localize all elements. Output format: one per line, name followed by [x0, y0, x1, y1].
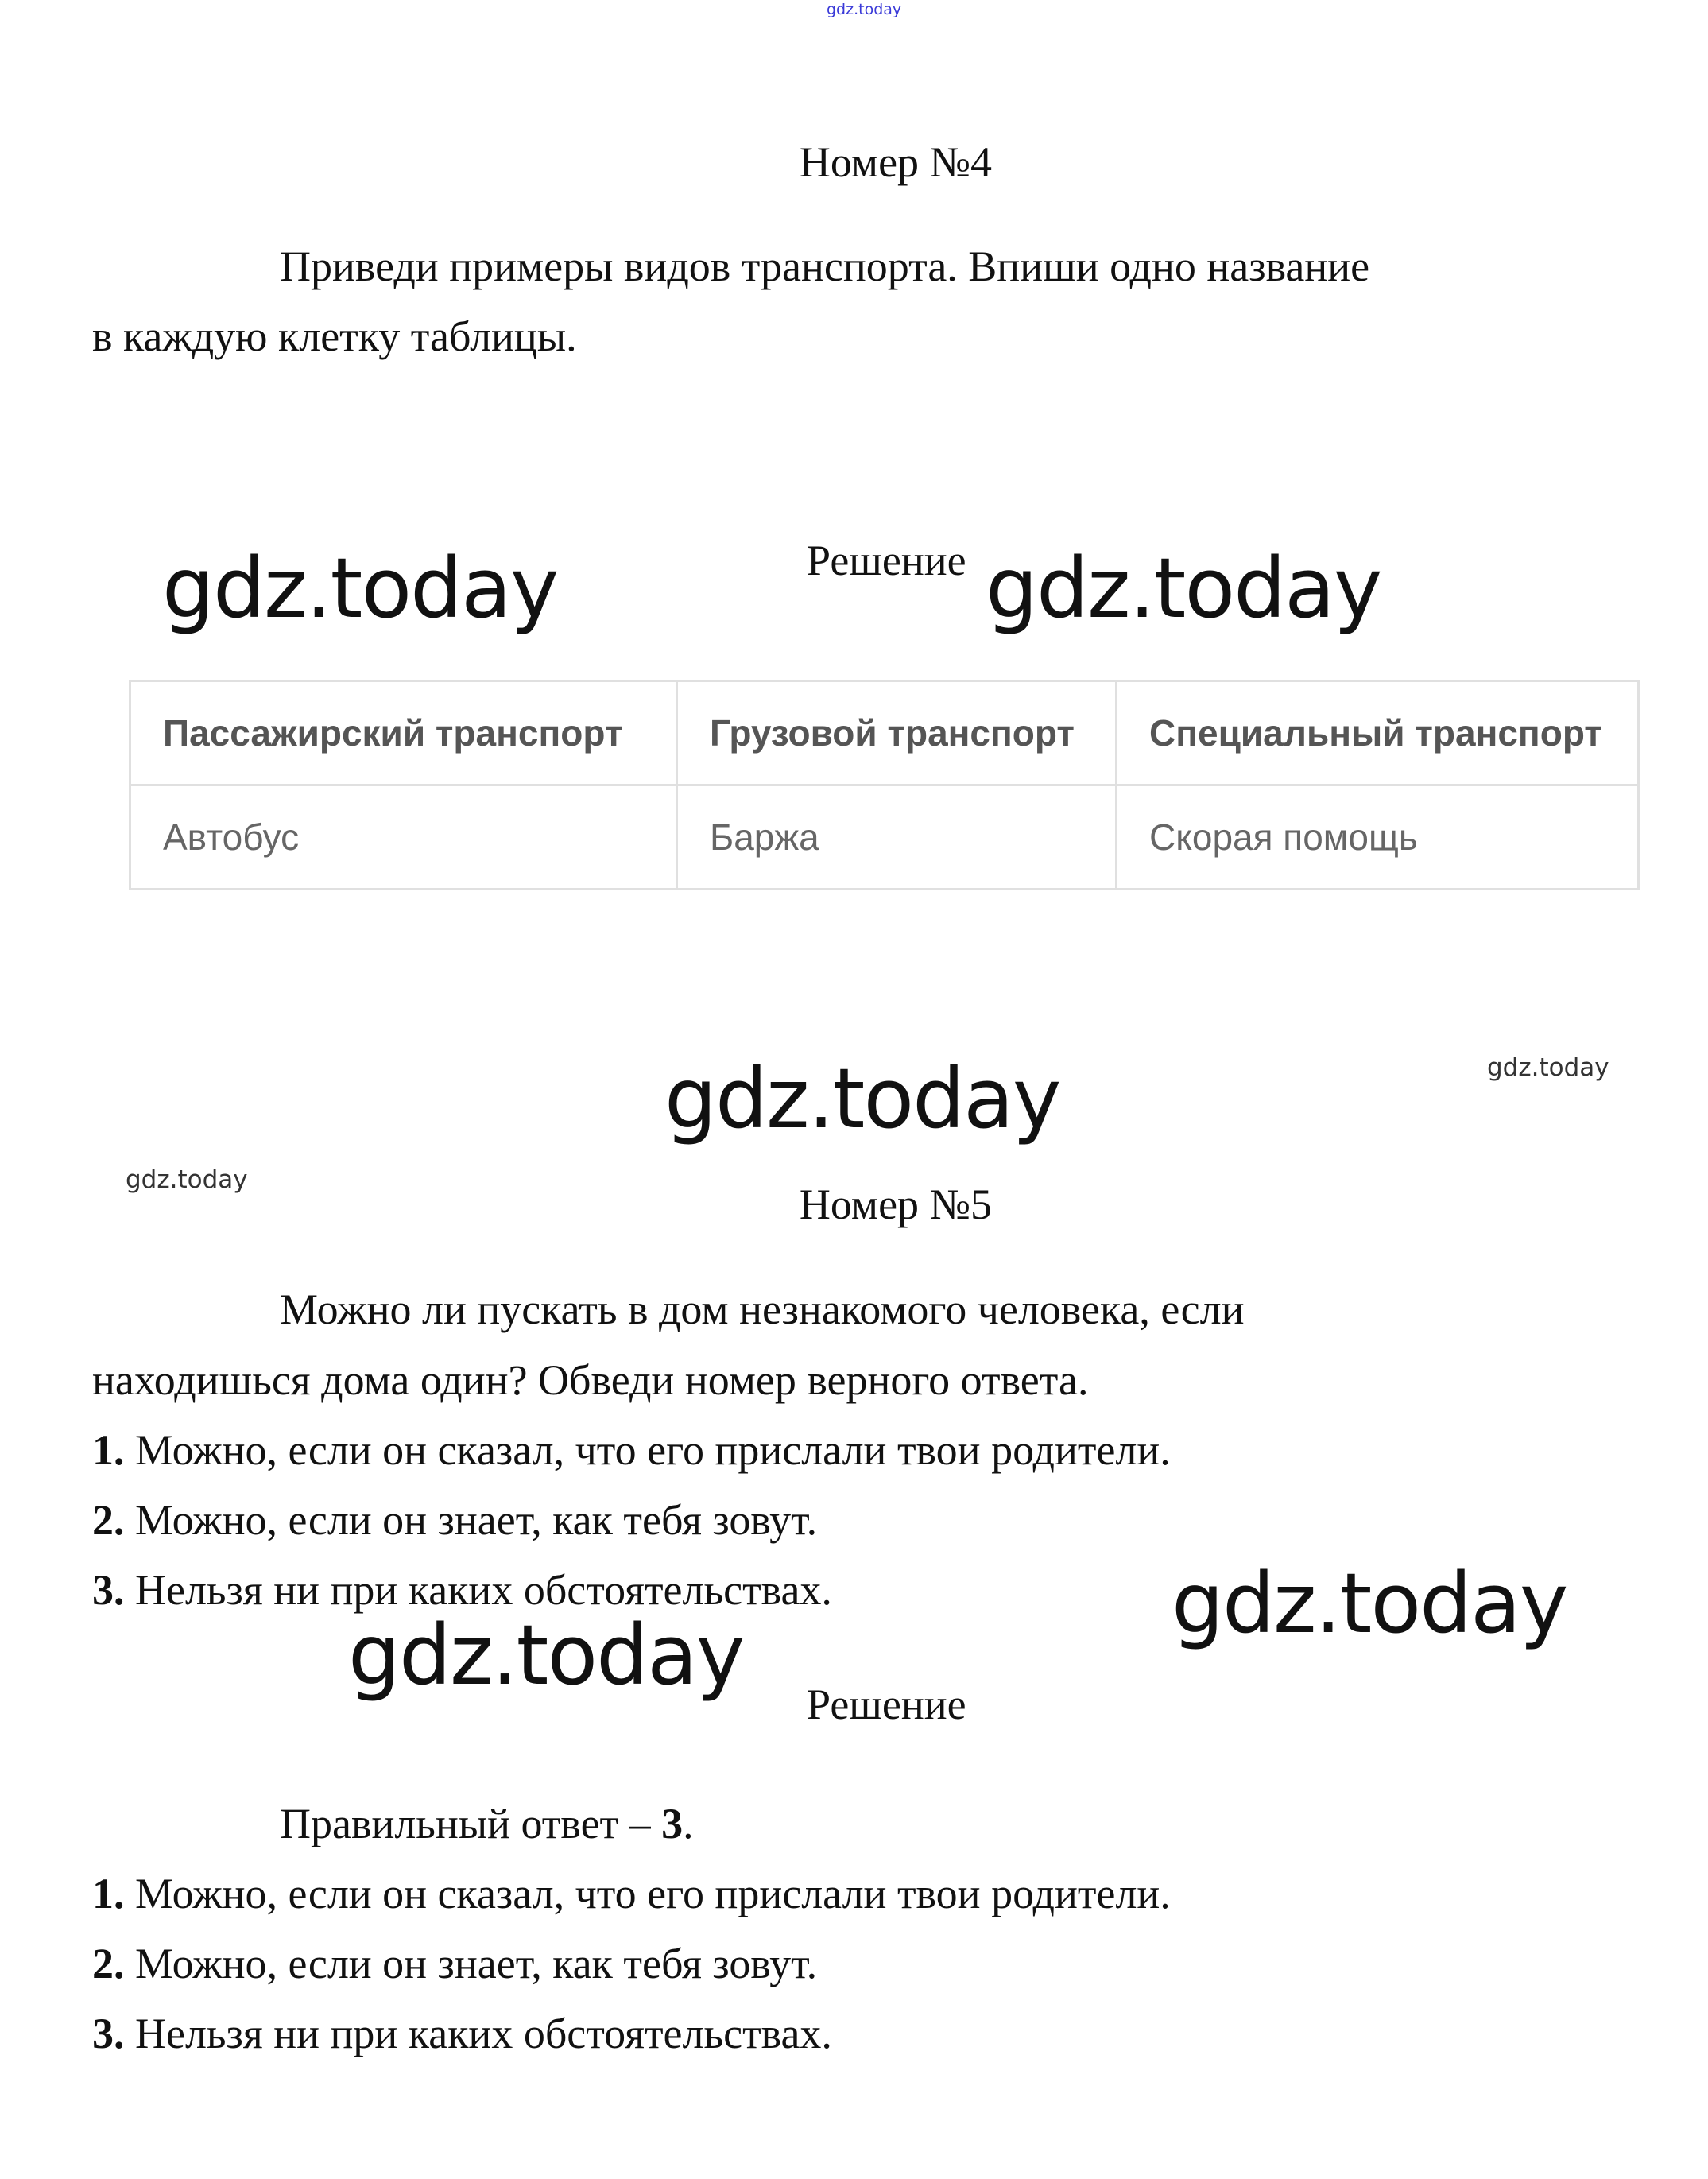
watermark: gdz.today [1487, 1053, 1609, 1082]
watermark: gdz.today [827, 1, 902, 18]
task5-solution-label: Решение [807, 1681, 966, 1728]
task5-answer [280, 1789, 694, 1859]
option-text: Можно, если он знает, как тебя зовут. [124, 1496, 818, 1544]
option-text: Нельзя ни при каких обстоятельствах. [124, 1566, 832, 1614]
watermark: gdz.today [162, 540, 558, 637]
option-number: 3. [92, 1566, 125, 1614]
header-special: Специальный транспорт [1117, 681, 1639, 785]
header-passenger: Пассажирский транспорт [130, 681, 677, 785]
task4-title: Номер №4 [799, 138, 993, 186]
answer-option [92, 1999, 832, 2068]
task5-option [92, 1485, 817, 1555]
table-row [130, 785, 1639, 890]
cell-passenger: Автобус [130, 785, 677, 890]
task5-text-line1: Можно ли пускать в дом незнакомого человека, если [280, 1285, 1245, 1333]
task4-text-line1: Приведи примеры видов транспорта. Впиши одно название [280, 242, 1370, 290]
option-number: 1. [92, 1426, 125, 1474]
transport-table [129, 680, 1640, 890]
task4-text-line2: в каждую клетку таблицы. [92, 312, 577, 360]
answer-option [92, 1859, 1171, 1929]
task5-text-line2: находишься дома один? Обведи номер верного ответа. [92, 1356, 1089, 1404]
option-text: Нельзя ни при каких обстоятельствах. [124, 2010, 832, 2057]
cell-special: Скорая помощь [1117, 785, 1639, 890]
header-cargo: Грузовой транспорт [677, 681, 1117, 785]
option-text: Можно, если он сказал, что его прислали твои родители. [124, 1870, 1171, 1917]
option-text: Можно, если он сказал, что его прислали твои родители. [124, 1426, 1171, 1474]
watermark: gdz.today [986, 540, 1381, 637]
option-number: 3. [92, 2010, 125, 2057]
task5-option [92, 1415, 1171, 1485]
answer-option [92, 1929, 817, 1999]
answer-prefix: Правильный ответ – [280, 1800, 662, 1847]
watermark: gdz.today [664, 1050, 1060, 1147]
task4-solution-label: Решение [807, 537, 966, 584]
answer-suffix: . [683, 1800, 694, 1847]
option-number: 1. [92, 1870, 125, 1917]
table-header-row [130, 681, 1639, 785]
watermark: gdz.today [1172, 1555, 1567, 1652]
option-number: 2. [92, 1496, 125, 1544]
answer-value: 3 [661, 1800, 684, 1847]
option-number: 2. [92, 1940, 125, 1987]
cell-cargo: Баржа [677, 785, 1117, 890]
option-text: Можно, если он знает, как тебя зовут. [124, 1940, 818, 1987]
task5-title: Номер №5 [799, 1181, 993, 1228]
watermark: gdz.today [348, 1607, 744, 1704]
watermark: gdz.today [126, 1165, 248, 1194]
